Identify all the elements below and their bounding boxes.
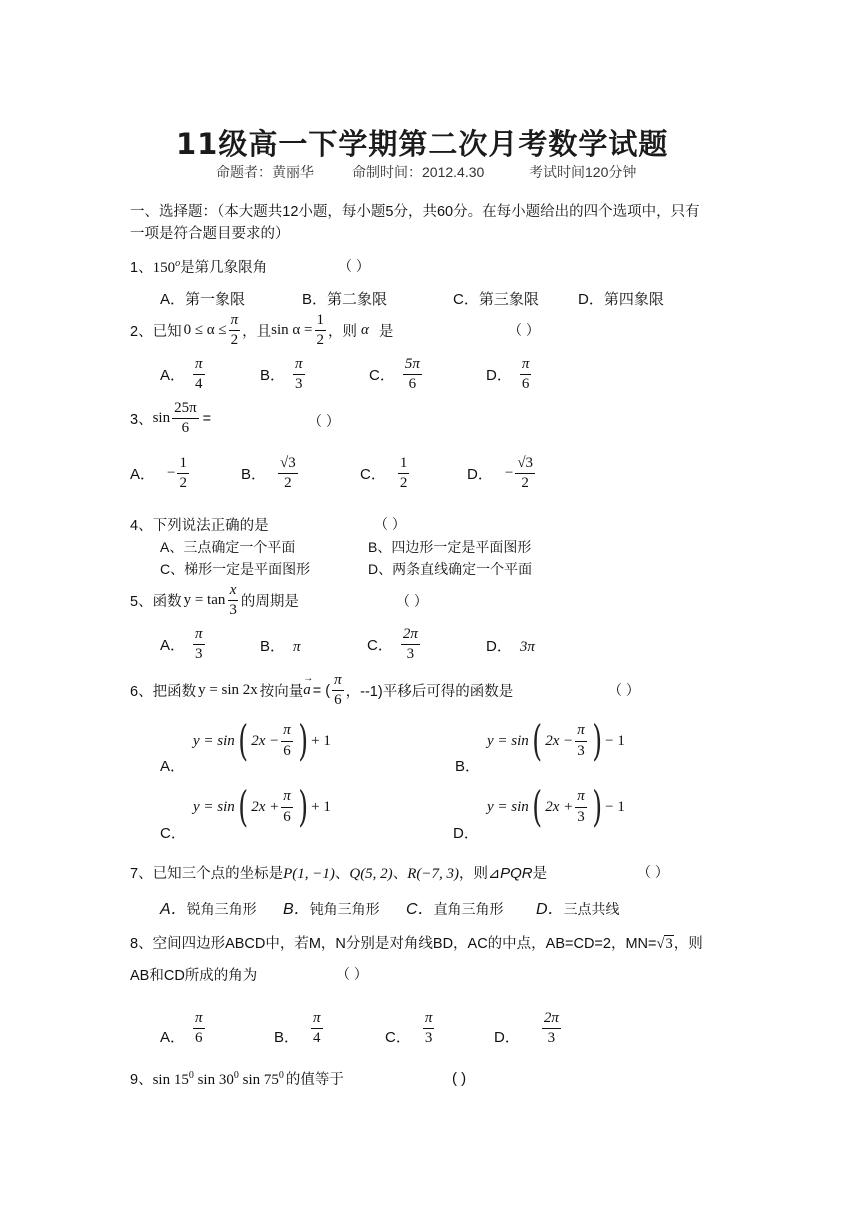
q1-degree: o <box>175 258 181 270</box>
question-1 <box>130 256 267 277</box>
exam-duration: 考试时间120分钟 <box>529 164 637 180</box>
page-title: 11级高一下学期第二次月考数学试题 <box>176 127 669 161</box>
q2-and: ，且 <box>242 324 272 341</box>
exam-date: 命制时间：2012.4.30 <box>352 164 485 180</box>
q2-alpha: α <box>361 322 369 339</box>
author: 命题者：黄丽华 <box>216 164 314 180</box>
q1-number: 1、 <box>130 260 153 276</box>
q6-option-a: y = sin ( 2x − $\frac{\pi}{6}$ ) + 1 <box>193 716 331 765</box>
q1-text: 是第几象限角 <box>180 260 268 276</box>
q1-option-a: A．第一象限 <box>160 291 246 308</box>
q5-answer-paren: （ ） <box>396 593 428 609</box>
question-7: 7、已知三个点的坐标是P(1, −1)、Q(5, 2)、R(−7, 3)，则⊿PQR是 <box>130 865 548 882</box>
q5-option-c: C． $\frac{2\pi}{3}$ <box>367 626 418 663</box>
q3-number: 3、 <box>130 412 153 429</box>
q2-option-a: A． $\frac{\pi}{4}$ <box>160 356 203 393</box>
q6-option-c: y = sin ( 2x + $\frac{\pi}{6}$ ) + 1 <box>193 782 331 831</box>
q7-option-c: C．直角三角形 <box>406 901 504 918</box>
q4-answer-paren: （ ） <box>374 516 406 532</box>
q4-option-b: B、四边形一定是平面图形 <box>368 539 532 555</box>
q6-option-d-label: D． <box>453 825 479 842</box>
q7-option-a: A．锐角三角形 <box>160 901 257 918</box>
q2-option-b: B． $\frac{\pi}{3}$ <box>260 356 303 393</box>
question-2 <box>130 312 393 350</box>
q9-answer-paren: ( ) <box>452 1070 467 1087</box>
q6-expr: y = sin 2x <box>198 682 258 699</box>
q7-point-r: R(−7, 3) <box>407 866 459 882</box>
question-8: 8、空间四边形ABCD中，若M，N分别是对角线BD，AC的中点，AB=CD=2，MN=√3，则 <box>130 936 703 952</box>
q4-option-a: A、三点确定一个平面 <box>160 539 296 555</box>
q6-option-b: y = sin ( 2x − $\frac{\pi}{3}$ ) − 1 <box>487 716 625 765</box>
q5-option-d: D． 3π <box>486 638 535 655</box>
q3-option-d: D． − $\frac{√3}{2}$ <box>467 455 534 492</box>
q2-condition: 0 ≤ α ≤ <box>183 322 227 339</box>
q7-answer-paren: （ ） <box>637 864 669 880</box>
q1-option-b: B．第二象限 <box>302 291 388 308</box>
q7-option-b: B．钝角三角形 <box>283 901 380 918</box>
q8-option-b: B． $\frac{\pi}{4}$ <box>274 1010 321 1047</box>
q2-prefix: 2、已知 <box>130 324 182 341</box>
q2-fraction-pi-2: $\frac{\pi}{2}$ <box>230 312 239 349</box>
q5-option-b: B． π <box>260 638 301 655</box>
q4-option-c: C、梯形一定是平面图形 <box>160 561 311 577</box>
q6-fraction: $\frac{\pi}{6}$ <box>334 672 342 709</box>
q2-sin-expr: sin α = <box>271 322 313 339</box>
q2-answer-paren: （ ） <box>508 322 540 338</box>
q2-fraction-1-2: $\frac{1}{2}$ <box>316 312 324 349</box>
q1-option-d: D．第四象限 <box>578 291 664 308</box>
q1-expr: 150 <box>152 260 176 276</box>
q6-answer-paren: （ ） <box>608 682 640 698</box>
q8-answer-paren: （ ） <box>336 966 368 982</box>
q7-point-q: Q(5, 2) <box>349 866 393 882</box>
q5-option-a: A． $\frac{\pi}{3}$ <box>160 626 203 663</box>
q8-option-d: D． $\frac{2\pi}{3}$ <box>494 1010 559 1047</box>
question-8-line-2: AB和CD所成的角为 <box>130 968 258 984</box>
q3-fraction: $\frac{25\pi}{6}$ <box>174 400 197 437</box>
q4-option-d: D、两条直线确定一个平面 <box>368 561 533 577</box>
question-6: 6、把函数 y = sin 2x 按向量 → a = ( $\frac{\pi}{6}$ ，--1) 平移后可得的函数是 <box>130 672 514 709</box>
q7-option-d: D．三点共线 <box>536 901 620 918</box>
question-3 <box>130 400 211 438</box>
q6-option-c-label: C． <box>160 825 186 842</box>
q6-option-a-label: A． <box>160 758 186 775</box>
question-5: 5、函数 y = tan $\frac{x}{3}$ 的周期是 <box>130 582 299 619</box>
q6-option-b-label: B． <box>455 758 481 775</box>
q2-end: 是 <box>378 324 394 341</box>
q3-sin: sin <box>152 410 171 427</box>
q1-answer-paren: （ ） <box>338 258 370 274</box>
q6-option-d: y = sin ( 2x + $\frac{\pi}{3}$ ) − 1 <box>487 782 625 831</box>
q2-then: ，则 <box>328 324 357 341</box>
q8-option-a: A． $\frac{\pi}{6}$ <box>160 1010 203 1047</box>
question-9: 9、$\sin 15^0$ $\sin 30^0$ $\sin 75^0$ 的值等于 <box>130 1070 344 1088</box>
q6-vector: → a <box>303 673 314 699</box>
q7-point-p: P(1, −1) <box>283 866 335 882</box>
q3-equals: = <box>202 410 212 427</box>
q5-fraction: $\frac{x}{3}$ <box>229 582 237 619</box>
q5-expr: y = tan <box>183 592 226 609</box>
q3-option-a: A． − $\frac{1}{2}$ <box>130 455 187 492</box>
q2-option-c: C． $\frac{5\pi}{6}$ <box>369 356 420 393</box>
q3-option-b: B． $\frac{√3}{2}$ <box>241 455 296 492</box>
section-heading: 一、选择题：（本大题共12小题，每小题5分，共60分。在每小题给出的四个选项中，只有 <box>130 204 700 220</box>
q8-sqrt: √3 <box>656 936 673 952</box>
q2-option-d: D． $\frac{\pi}{6}$ <box>486 356 530 393</box>
q8-option-c: C． $\frac{\pi}{3}$ <box>385 1010 433 1047</box>
q3-option-c: C． $\frac{1}{2}$ <box>360 455 408 492</box>
question-4: 4、下列说法正确的是 <box>130 518 269 534</box>
q3-answer-paren: （ ） <box>308 413 340 429</box>
section-heading-2: 一项是符合题目要求的） <box>130 226 290 242</box>
q1-option-c: C．第三象限 <box>453 291 539 308</box>
